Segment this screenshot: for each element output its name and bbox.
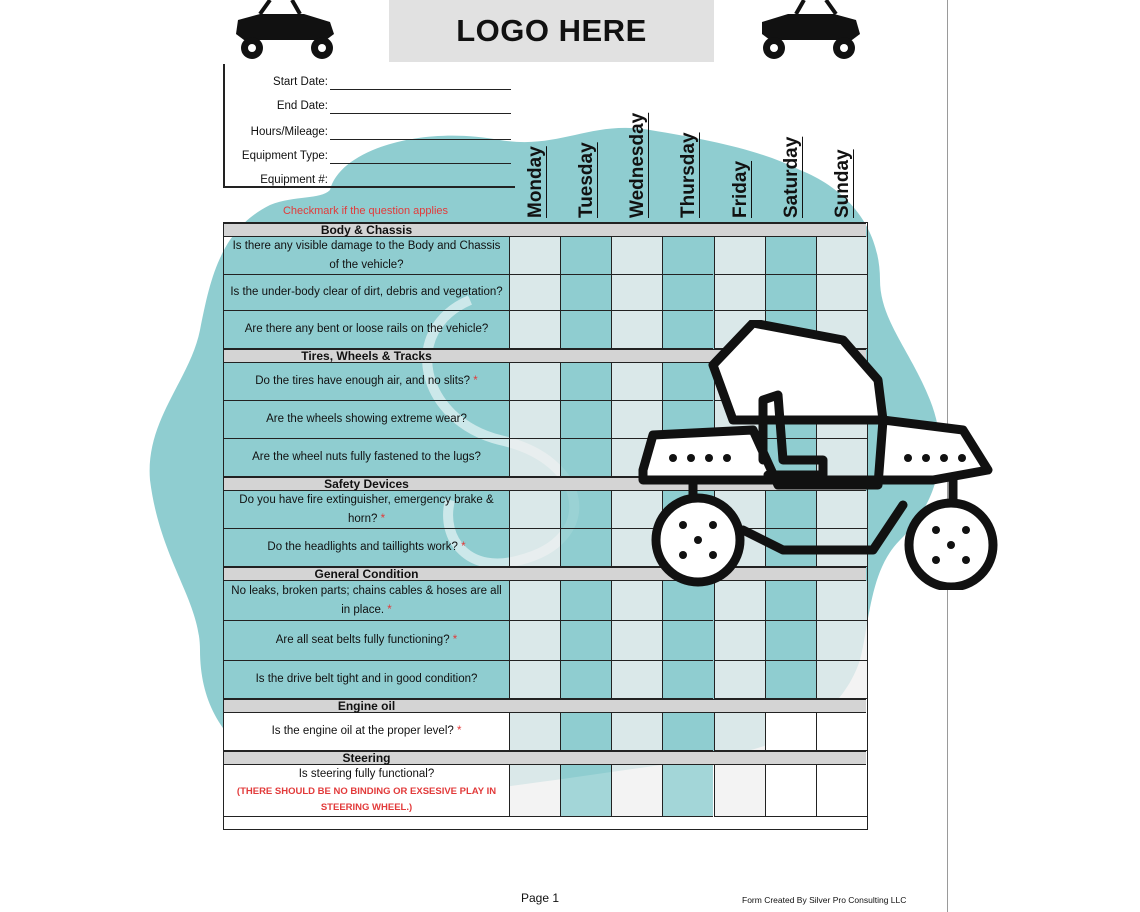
question-label: Is steering fully functional? [298, 768, 435, 780]
utv-cart-icon [230, 0, 340, 66]
question-text [224, 491, 509, 529]
checkbox-cell-thursday[interactable] [662, 621, 713, 661]
question-text [224, 311, 509, 349]
question-text [224, 439, 509, 477]
checkbox-cell-wednesday[interactable] [611, 661, 662, 699]
checkbox-cell-tuesday[interactable] [560, 581, 611, 621]
day-header-wednesday: Wednesday [627, 112, 648, 218]
checkbox-cell-thursday[interactable] [662, 765, 713, 817]
checkbox-cell-monday[interactable] [509, 439, 560, 477]
form-credit: Form Created By Silver Pro Consulting LLC [742, 895, 907, 905]
section-title: Engine oil [337, 699, 396, 713]
page-number: Page 1 [521, 891, 560, 905]
question-label: Is the engine oil at the proper level? * [271, 725, 462, 737]
day-header-thursday: Thursday [678, 132, 699, 218]
checkbox-cell-saturday[interactable] [765, 275, 816, 311]
checkbox-cell-monday[interactable] [509, 401, 560, 439]
end-date-field[interactable] [330, 113, 511, 114]
checkbox-cell-thursday[interactable] [662, 661, 713, 699]
day-header-friday: Friday [730, 160, 751, 218]
checkbox-cell-monday[interactable] [509, 621, 560, 661]
checkbox-cell-tuesday[interactable] [560, 661, 611, 699]
question-text [224, 363, 509, 401]
question-label: Is the drive belt tight and in good condition? [255, 673, 478, 685]
end-date-label: End Date: [276, 100, 328, 112]
required-marker: * [449, 634, 458, 646]
checkbox-cell-monday[interactable] [509, 237, 560, 275]
start-date-row [225, 66, 513, 90]
checkbox-cell-saturday[interactable] [765, 621, 816, 661]
section-header [224, 751, 866, 765]
checkbox-cell-sunday[interactable] [816, 661, 867, 699]
checkbox-cell-friday[interactable] [714, 275, 765, 311]
checkbox-cell-friday[interactable] [714, 661, 765, 699]
day-header-monday: Monday [525, 146, 546, 218]
question-text [224, 713, 509, 751]
section-header [224, 699, 866, 713]
question-text [224, 529, 509, 567]
question-text [224, 401, 509, 439]
day-header-saturday: Saturday [781, 136, 802, 218]
checkbox-cell-thursday[interactable] [662, 237, 713, 275]
equipment-number-label: Equipment #: [260, 174, 328, 186]
section-title: Tires, Wheels & Tracks [301, 349, 432, 363]
equipment-number-row [225, 162, 513, 186]
question-label: Are all seat belts fully functioning? * [275, 634, 458, 646]
question-label: Do the headlights and taillights work? * [267, 541, 466, 553]
checkbox-cell-tuesday[interactable] [560, 401, 611, 439]
checkbox-cell-sunday[interactable] [816, 765, 867, 817]
equipment-type-row [225, 140, 513, 164]
required-marker: * [457, 541, 466, 553]
checkbox-cell-wednesday[interactable] [611, 237, 662, 275]
day-header-tuesday: Tuesday [576, 142, 597, 218]
question-text [224, 275, 509, 311]
equipment-type-label: Equipment Type: [241, 150, 328, 162]
end-date-row [225, 90, 513, 114]
checkbox-cell-monday[interactable] [509, 363, 560, 401]
checkbox-cell-monday[interactable] [509, 661, 560, 699]
question-label: Do you have fire extinguisher, emergency brake & horn? * [239, 493, 494, 525]
required-marker: * [377, 512, 386, 525]
question-label: No leaks, broken parts; chains cables & hoses are all in place. * [231, 584, 502, 616]
checkbox-cell-tuesday[interactable] [560, 439, 611, 477]
question-text [224, 581, 509, 621]
checkbox-cell-tuesday[interactable] [560, 275, 611, 311]
checkbox-cell-monday[interactable] [509, 581, 560, 621]
checkbox-cell-monday[interactable] [509, 491, 560, 529]
utv-cart-icon [756, 0, 866, 66]
checkbox-cell-tuesday[interactable] [560, 529, 611, 567]
question-text [224, 765, 509, 817]
checkbox-cell-monday[interactable] [509, 311, 560, 349]
required-marker: * [453, 725, 462, 737]
equipment-info-block [223, 64, 515, 188]
checkbox-cell-friday[interactable] [714, 713, 765, 751]
question-label: Are the wheels showing extreme wear? [266, 413, 467, 425]
checkbox-cell-tuesday[interactable] [560, 491, 611, 529]
question-label: Are the wheel nuts fully fastened to the lugs? [252, 451, 481, 463]
checkmark-note: Checkmark if the question applies [282, 205, 449, 217]
checkbox-cell-friday[interactable] [714, 237, 765, 275]
checkbox-cell-friday[interactable] [714, 765, 765, 817]
section-header [224, 223, 866, 237]
checkbox-cell-thursday[interactable] [662, 713, 713, 751]
required-marker: * [470, 375, 478, 387]
question-text [224, 621, 509, 661]
checkbox-cell-wednesday[interactable] [611, 713, 662, 751]
checkbox-cell-sunday[interactable] [816, 713, 867, 751]
checkbox-cell-tuesday[interactable] [560, 765, 611, 817]
checkbox-cell-wednesday[interactable] [611, 275, 662, 311]
checkbox-cell-tuesday[interactable] [560, 311, 611, 349]
checkbox-cell-wednesday[interactable] [611, 621, 662, 661]
question-warning: (THERE SHOULD BE NO BINDING OR EXSESIVE PLAY IN STEERING WHEEL.) [236, 786, 497, 813]
checkbox-cell-saturday[interactable] [765, 713, 816, 751]
section-title: Safety Devices [324, 477, 409, 491]
checkbox-cell-sunday[interactable] [816, 621, 867, 661]
checkbox-cell-wednesday[interactable] [611, 765, 662, 817]
checkbox-cell-saturday[interactable] [765, 237, 816, 275]
hours-mileage-row [225, 116, 513, 140]
required-marker: * [384, 603, 392, 616]
checkbox-cell-tuesday[interactable] [560, 621, 611, 661]
question-label: Are there any bent or loose rails on the vehicle? [244, 323, 489, 335]
checkbox-cell-saturday[interactable] [765, 765, 816, 817]
checkbox-cell-tuesday[interactable] [560, 713, 611, 751]
question-label: Is there any visible damage to the Body and Chassis of the vehicle? [232, 239, 501, 271]
checkbox-cell-tuesday[interactable] [560, 237, 611, 275]
start-date-label: Start Date: [273, 76, 328, 88]
question-label: Do the tires have enough air, and no slits? * [255, 375, 478, 387]
section-title: Steering [342, 751, 391, 765]
question-label: Is the under-body clear of dirt, debris and vegetation? [230, 286, 503, 298]
checkbox-cell-monday[interactable] [509, 275, 560, 311]
day-header-sunday: Sunday [832, 149, 853, 218]
logo-placeholder: LOGO HERE [389, 0, 714, 62]
large-utv-cart-icon [633, 320, 1003, 590]
question-text [224, 661, 509, 699]
section-title: General Condition [314, 567, 419, 581]
checkbox-cell-thursday[interactable] [662, 275, 713, 311]
checkbox-cell-saturday[interactable] [765, 661, 816, 699]
checkbox-cell-sunday[interactable] [816, 237, 867, 275]
checkbox-cell-monday[interactable] [509, 713, 560, 751]
checkbox-cell-friday[interactable] [714, 621, 765, 661]
checkbox-cell-monday[interactable] [509, 765, 560, 817]
hours-mileage-label: Hours/Mileage: [250, 126, 328, 138]
checkbox-cell-monday[interactable] [509, 529, 560, 567]
section-title: Body & Chassis [320, 223, 413, 237]
checkbox-cell-tuesday[interactable] [560, 363, 611, 401]
question-text [224, 237, 509, 275]
checkbox-cell-sunday[interactable] [816, 275, 867, 311]
